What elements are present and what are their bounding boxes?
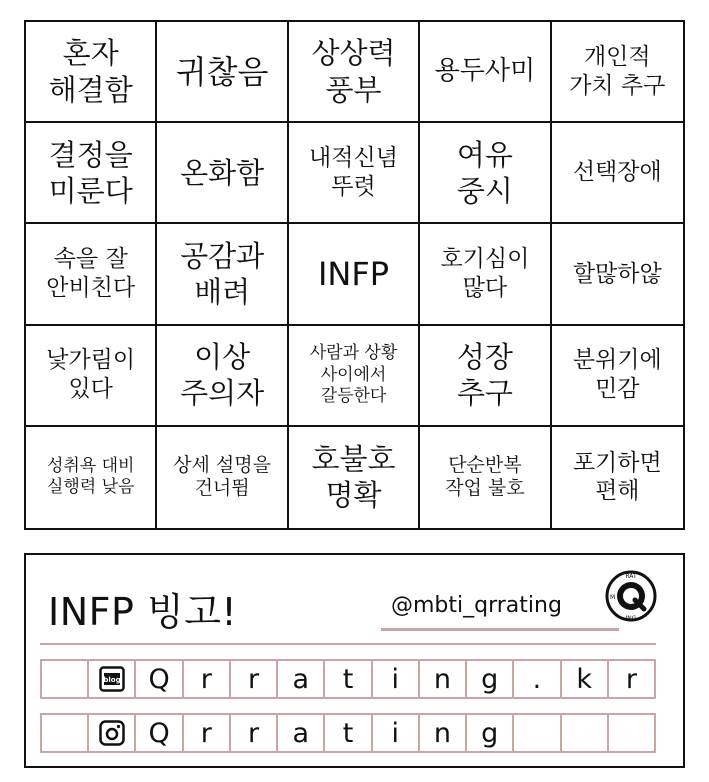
url-char-box	[607, 715, 656, 751]
url-char-box: r	[182, 715, 229, 751]
bingo-cell[interactable]	[420, 123, 551, 224]
qrrating-logo-icon	[604, 569, 658, 623]
bingo-cell[interactable]	[420, 427, 551, 528]
bingo-cell[interactable]	[420, 326, 551, 427]
url-char-box: i	[371, 661, 418, 697]
bingo-cell[interactable]	[552, 427, 683, 528]
panel-title: INFP 빙고!	[48, 590, 238, 634]
bingo-grid	[24, 20, 685, 530]
bingo-cell[interactable]	[157, 123, 288, 224]
svg-text:blog: blog	[103, 676, 121, 684]
bingo-cell[interactable]	[552, 123, 683, 224]
bingo-cell[interactable]	[26, 326, 157, 427]
url-char-box	[87, 715, 134, 751]
bingo-cell[interactable]	[552, 326, 683, 427]
bingo-cell[interactable]	[157, 427, 288, 528]
bingo-cell[interactable]	[157, 224, 288, 325]
bingo-cell-text: 용두사미	[434, 56, 536, 87]
url-char-box: Q	[134, 715, 181, 751]
url-char-box: k	[560, 661, 607, 697]
bingo-cell-text: 포기하면 편해	[572, 449, 662, 505]
bingo-cell-text: 귀찮음	[175, 52, 269, 91]
bingo-cell[interactable]	[420, 22, 551, 123]
bingo-cell-text: 성취욕 대비 실행력 낮음	[46, 456, 135, 498]
url-char-box	[560, 715, 607, 751]
bingo-cell-text: 이상 주의자	[180, 339, 265, 411]
svg-text:M: M	[610, 594, 616, 601]
bingo-cell-text: 낯가림이 있다	[46, 347, 136, 403]
url-char-box: r	[607, 661, 656, 697]
url-char-box: r	[229, 715, 276, 751]
svg-text:RAT: RAT	[625, 573, 637, 580]
bingo-cell-text: 혼자 해결함	[48, 36, 133, 107]
handle-underline	[381, 628, 619, 631]
bingo-cell-text: 분위기에 민감	[572, 347, 662, 403]
info-panel	[24, 553, 685, 768]
bingo-cell-text: 사람과 상황 사이에서 갈등한다	[309, 343, 398, 406]
account-handle[interactable]: @mbti_qrrating	[391, 593, 562, 618]
bingo-cell-text: 할많하않	[572, 260, 662, 287]
divider-line	[40, 643, 656, 645]
bingo-cell-text: 결정을 미룬다	[48, 137, 133, 208]
bingo-cell[interactable]	[26, 427, 157, 528]
url-char-box: a	[276, 715, 323, 751]
bingo-cell[interactable]	[289, 123, 420, 224]
bingo-cell-text: 내적신념 뚜렷	[309, 145, 398, 200]
bingo-cell[interactable]	[552, 22, 683, 123]
url-char-box	[40, 661, 87, 697]
bingo-cell-text: 상상력 풍부	[311, 36, 396, 107]
url-char-box: g	[465, 715, 512, 751]
bingo-cell[interactable]	[552, 224, 683, 325]
url-char-box: g	[465, 661, 512, 697]
url-char-box: .	[512, 661, 559, 697]
bingo-cell[interactable]	[420, 224, 551, 325]
blog-url-row[interactable]	[40, 659, 656, 699]
bingo-cell-text: 여유 중시	[456, 137, 513, 208]
url-char-box: t	[323, 661, 370, 697]
url-char-box: a	[276, 661, 323, 697]
bingo-cell-text: 개인적 가치 추구	[569, 43, 666, 99]
bingo-cell[interactable]	[26, 224, 157, 325]
url-char-box	[40, 715, 87, 751]
svg-text:ING: ING	[625, 615, 637, 622]
url-char-box: n	[418, 661, 465, 697]
bingo-cell[interactable]	[289, 224, 420, 325]
instagram-icon	[99, 720, 125, 746]
bingo-cell[interactable]	[26, 22, 157, 123]
bingo-cell-text: INFP	[317, 254, 390, 293]
bingo-cell-text: 호기심이 많다	[440, 246, 530, 301]
url-char-box: r	[182, 661, 229, 697]
bingo-cell-text: 호불호 명확	[311, 442, 396, 513]
url-char-box: i	[371, 715, 418, 751]
url-char-box: Q	[134, 661, 181, 697]
url-char-box	[87, 661, 134, 697]
url-char-box: r	[229, 661, 276, 697]
url-char-box	[512, 715, 559, 751]
url-char-box: t	[323, 715, 370, 751]
instagram-row[interactable]	[40, 713, 656, 753]
bingo-cell[interactable]	[157, 326, 288, 427]
bingo-cell-text: 속을 잘 안비친다	[46, 246, 136, 301]
bingo-cell[interactable]	[289, 22, 420, 123]
bingo-cell-text: 성장 추구	[456, 339, 513, 411]
bingo-cell-text: 단순반복 작업 불호	[445, 453, 525, 500]
bingo-cell-text: 온화함	[180, 155, 265, 190]
bingo-cell-text: 공감과 배려	[180, 238, 265, 309]
bingo-cell[interactable]	[26, 123, 157, 224]
bingo-cell-text: 선택장애	[572, 159, 662, 186]
bingo-cell-text: 상세 설명을 건너뜀	[173, 453, 271, 500]
bingo-cell[interactable]	[289, 427, 420, 528]
url-char-box: n	[418, 715, 465, 751]
blog-icon	[99, 666, 125, 692]
bingo-cell[interactable]	[157, 22, 288, 123]
bingo-cell[interactable]	[289, 326, 420, 427]
